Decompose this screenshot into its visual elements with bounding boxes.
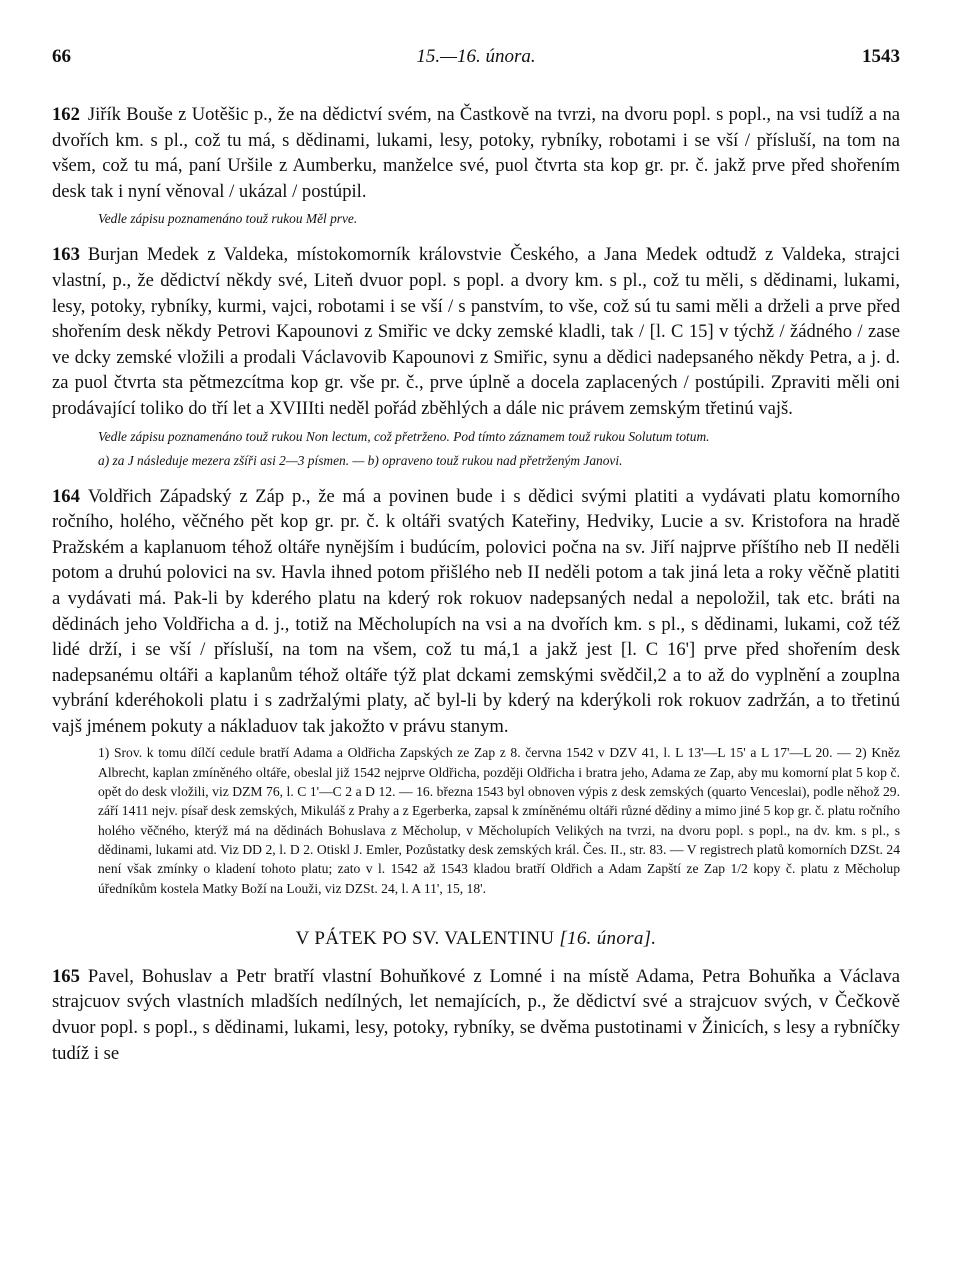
entry-165 bbox=[52, 964, 900, 1066]
entry-text: Voldřich Západský z Záp p., že má a povinen bude i s dědici svými platiti a vydávati platu komorního ročního, holého, věčného pět kop gr. pr. č. k oltáři svatých Kateřiny, Hedviky, Lucie a sv. Kristofora na hradě Pražském a kaplanuom téhož oltáře nynějším i budúcím, polovici počna na sv. Jiří najprve příštího neb II neděli potom a druhú polovici na sv. Havla ihned potom přišlého neb II neděli potom a tak jiná leta a roky věčně platiti a vydávati má. Pak-li by kderého platu na kderý rok rokuov nadepsaných nedal a nepoložil, tak etc. bráti na dědinách jeho Voldřicha a d. j., totiž na Měcholupích na vsi a na dvořích km. s pl., s dědinami, lukami, což též lidé drží, i se vší / přísluší, na tom na všem, což tu má,1 a jakž jest [l. C 16'] prve před shořením desk nadepsanému oltáři a kaplanům téhož oltáře týž plat dckami zemskými svědčil,2 a to až do vyplnění a zouplna vybrání kderéhokoli platu i s zadržalými platy, ač byl-li by kderý na kderýkoli rok rokuov zadržán, a to třetinú vajš jménem pokuty a nákladuov tak jakožto v právu stanym. bbox=[52, 485, 900, 737]
running-title: 15.—16. února. bbox=[416, 46, 536, 67]
entry-164 bbox=[52, 484, 900, 740]
entry-number: 165 bbox=[52, 965, 80, 987]
entry-text: Pavel, Bohuslav a Petr bratří vlastní Bohuňkové z Lomné i na místě Adama, Petra Bohuňka a Václava strajcuov svých vlastních mladších nedílných, let nemajících, p., že dědictví své a strajcuov svých, v Čečkově dvuor popl. s popl., s dědinami, lukami, lesy, potoky, rybníky, se dvěma pustotinami v Žinicích, s lesy a rybníčky tudíž i se bbox=[52, 965, 900, 1064]
page bbox=[52, 46, 900, 1066]
entry-text: Burjan Medek z Valdeka, místokomorník královstvie Českého, a Jana Medek odtudž z Valdeka, strajci vlastní, p., že dědictví někdy své, Liteň dvuor popl. s popl. a dvory km. s pl., což tu měli, s dědinami, lukami, lesy, potoky, rybníky, kurmi, vajci, robotami i se vší / s panstvím, to vše, což sú tu sami měli a drželi a prve před shořením desk někdy Petrovi Kapounovi z Smiřic ve dcky zemské kladli, tak / [l. C 15] v týchž / žádného / zase ve dcky zemské vložili a prodali Václavovib Kapounovi z Smiřic, synu a dědici nadepsaného někdy Petra, a j. d. za puol čtvrta sta pětmezcítma kop gr. vše pr. č., prve úplně a docela zaplacených / postúpili. Zpraviti měli oni prodávající toliko do tří let a XVIIIti neděl pořád zběhlých a dále nic právem zemským třetinú vajš. bbox=[52, 244, 900, 419]
entry-note: Vedle zápisu poznamenáno touž rukou Non lectum, což přetrženo. Pod tímto záznamem touž rukou Solutum totum. bbox=[98, 428, 710, 444]
running-header bbox=[52, 46, 900, 72]
entry-number: 163 bbox=[52, 244, 80, 266]
section-date: [16. února]. bbox=[559, 927, 657, 949]
entry-number: 164 bbox=[52, 485, 80, 507]
entry-162 bbox=[52, 102, 900, 204]
year: 1543 bbox=[862, 46, 900, 67]
section-heading: V PÁTEK PO SV. VALENTINU [16. února]. bbox=[295, 927, 657, 949]
entry-text: Jiřík Bouše z Uotěšic p., že na dědictví svém, na Častkově na tvrzi, na dvoru popl. s popl., na vsi tudíž a na dvořích km. s pl., což tu má, s dědinami, lukami, lesy, potoky, rybníky, robotami i se vší / přísluší, na tom na všem, což tu má, paní Uršile z Aumberku, manželce své, puol čtvrta sta kop gr. pr. č. jakž prve před shořením desk tak i nyní věnoval / ukázal / postúpil. bbox=[52, 104, 900, 202]
entry-number: 162 bbox=[52, 104, 80, 125]
entry-note: Vedle zápisu poznamenáno touž rukou Měl prve. bbox=[98, 211, 358, 227]
entry-163 bbox=[52, 242, 900, 421]
entry-note-apparatus: a) za J následuje mezera zšíři asi 2—3 písmen. — b) opraveno touž rukou nad přetrženým Janovi. bbox=[98, 452, 623, 468]
page-number: 66 bbox=[52, 46, 71, 67]
footnotes: 1) Srov. k tomu dílčí cedule bratří Adama a Oldřicha Zapských ze Zap z 8. června 1542 v DZV 41, l. L 13'—L 15' a L 17'—L 20. — 2) Kněz Albrecht, kaplan zmíněného oltáře, obeslal již 1542 nejprve Oldřicha, později Oldřicha i bratra jeho, Adama ze Zap, aby mu komorní plat 5 kop č. opět do desk vložili, viz DZM 76, l. C 1'—C 2 a D 12. — 16. března 1543 byl obnoven výpis z desk zemských (quarto Venceslai), podle něhož 29. září 1411 nejv. písař desk zemských, Mikuláš z Prahy a z Egerberka, zapsal k zmíněnému oltáři různé dědiny a mimo jiné 5 kop gr. č. platu ročního holého věčného, kterýž má na dědinách Bohuslava z Měcholup, v Měcholupích Velikých na tvrzi, na dvoru popl. s popl., na dv. km. s pl., s dědinami, lukami atd. Viz DD 2, l. D 2. Otiskl J. Emler, Pozůstatky desk zemských král. Čes. II., str. 83. — V registrech platů komorních DZSt. 24 není však zmínky o kladení tohoto platu; zato v l. 1542 až 1543 kladou bratří Oldřich a Adam Zapští ze Zap 1/2 kopy č. platu z Měcholup úředníkům kostela Matky Boží na Louži, viz DZSt. 24, l. A 11', 15, 18'. bbox=[98, 745, 900, 896]
